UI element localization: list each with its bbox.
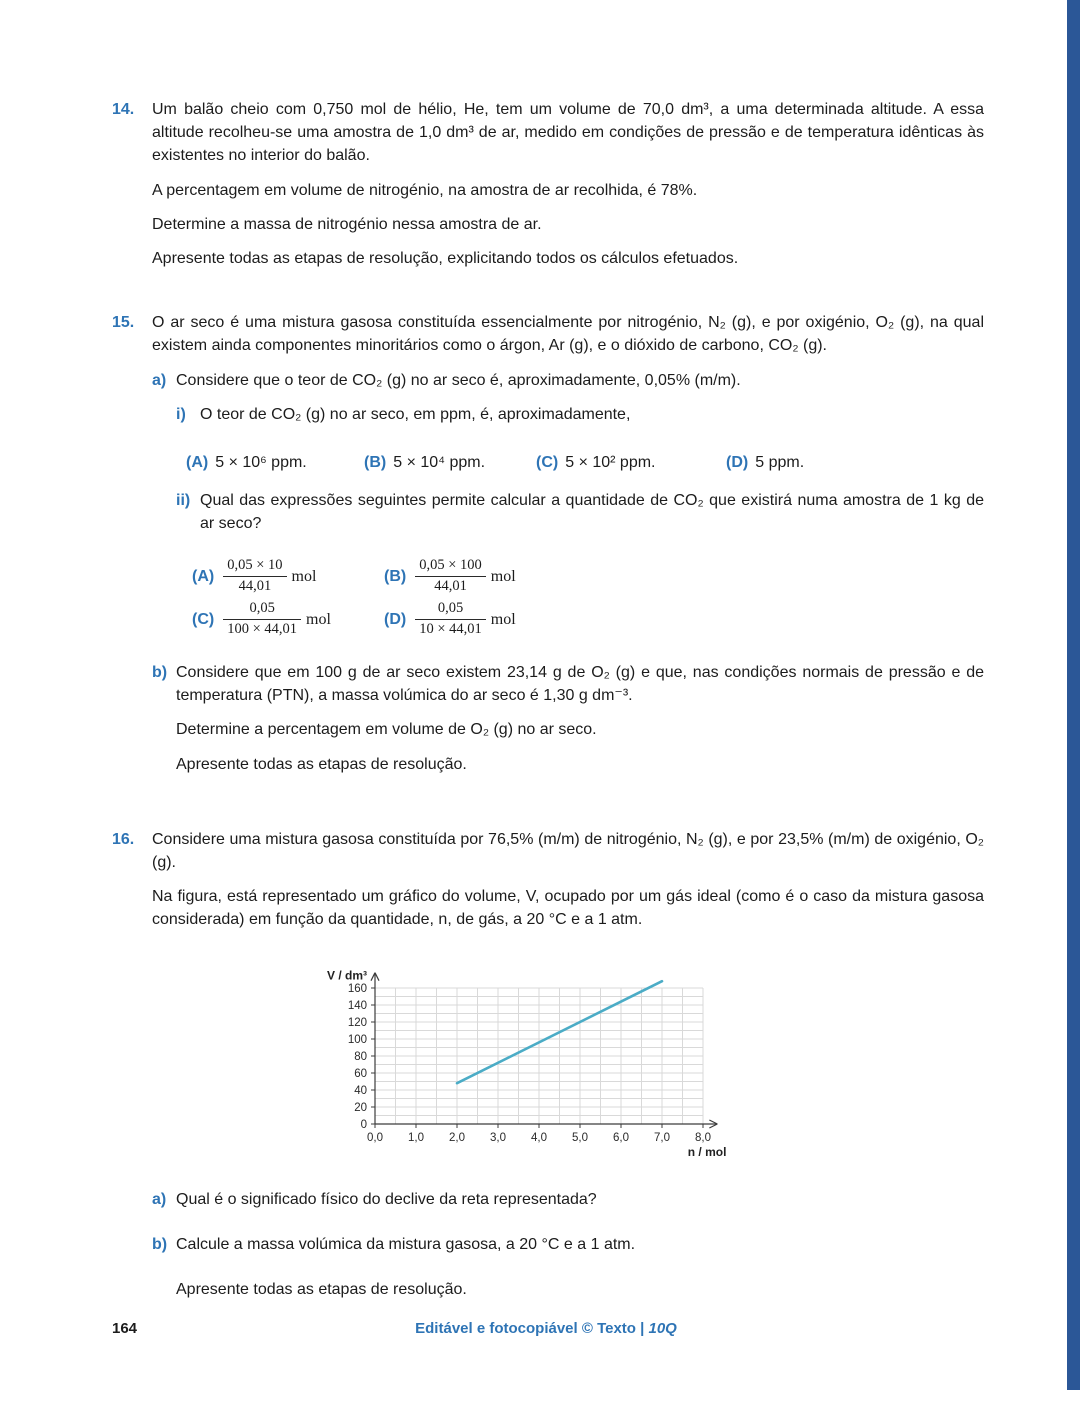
option-label: (C) <box>536 453 559 471</box>
option-text: 5 × 10⁴ ppm. <box>393 453 486 471</box>
footer-copyright: Editável e fotocopiável © Texto | <box>415 1320 649 1337</box>
option-label: (B) <box>384 567 407 585</box>
question-paragraph: Determine a massa de nitrogénio nessa amostra de ar. <box>152 215 542 233</box>
option-label: (A) <box>192 567 215 585</box>
fraction-denominator: 44,01 <box>434 577 467 594</box>
sub-question-text: Considere que em 100 g de ar seco existem 23,14 g de O₂ (g) e que, nas condições normais de pressão e de temperatura (PTN), a massa volúmica do ar seco é 1,30 g dm⁻³. <box>176 664 984 705</box>
sub-question-content <box>176 1188 984 1222</box>
sub-question-label: i) <box>176 405 186 423</box>
sub-question-a <box>152 369 984 651</box>
fraction-unit: mol <box>291 567 317 585</box>
fraction-denominator: 10 × 44,01 <box>419 620 482 637</box>
fraction-numerator: 0,05 × 10 <box>223 557 286 576</box>
option-label: (C) <box>192 610 215 628</box>
svg-text:V / dm³: V / dm³ <box>326 968 367 982</box>
gas-volume-chart-figure <box>317 952 984 1164</box>
question-paragraph: Apresente todas as etapas de resolução, explicitando todos os cálculos efetuados. <box>152 249 739 267</box>
fraction <box>223 600 301 638</box>
fraction-unit: mol <box>490 610 516 628</box>
question-body <box>152 311 984 798</box>
svg-text:120: 120 <box>347 1016 367 1029</box>
option-a <box>186 451 364 474</box>
svg-text:100: 100 <box>347 1033 367 1046</box>
option-b <box>384 557 576 595</box>
fraction <box>223 557 286 595</box>
option-d <box>726 451 804 474</box>
option-a <box>192 557 384 595</box>
svg-text:40: 40 <box>354 1084 367 1097</box>
sub-question-label: b) <box>152 664 168 681</box>
svg-text:n / mol: n / mol <box>687 1144 727 1159</box>
sub-question-text: Calcule a massa volúmica da mistura gasosa, a 20 °C e a 1 atm. <box>176 1235 636 1253</box>
svg-text:5,0: 5,0 <box>572 1131 588 1144</box>
svg-text:0: 0 <box>360 1118 367 1131</box>
fraction-unit: mol <box>306 610 331 628</box>
fraction-numerator: 0,05 × 100 <box>415 557 486 576</box>
sub-question-text: O teor de CO₂ (g) no ar seco, em ppm, é, aproximadamente, <box>200 405 631 423</box>
fraction <box>415 600 486 638</box>
option-label: (D) <box>726 453 749 471</box>
question-paragraph: A percentagem em volume de nitrogénio, na amostra de ar recolhida, é 78%. <box>152 181 698 199</box>
gas-volume-chart <box>317 952 747 1164</box>
fraction-unit: mol <box>490 567 516 585</box>
question-paragraph: Apresente todas as etapas de resolução. <box>176 1280 467 1298</box>
option-d <box>384 600 576 638</box>
svg-text:140: 140 <box>347 999 367 1012</box>
sub-question-content <box>176 661 984 787</box>
sub-question-a-ii <box>176 489 984 546</box>
sub-question-label: b) <box>152 1235 168 1253</box>
question-paragraph: Na figura, está representado um gráfico do volume, V, ocupado por um gás ideal (como é o caso da mistura gasosa considerada) em função da quantidade, n, de gás, a 20 °C e a 1 atm. <box>152 888 984 929</box>
svg-text:6,0: 6,0 <box>613 1131 629 1144</box>
page-edge-accent-bar <box>1067 0 1080 1390</box>
option-c <box>192 600 384 638</box>
fraction-denominator: 44,01 <box>238 577 272 594</box>
option-label: (A) <box>186 453 209 471</box>
sub-question-text: Determine a percentagem em volume de O₂ (g) no ar seco. <box>176 721 597 739</box>
multiple-choice-options-ii <box>192 557 984 638</box>
question-number: 15. <box>112 314 135 332</box>
question-number: 16. <box>112 830 135 848</box>
sub-question-b <box>152 661 984 787</box>
svg-text:8,0: 8,0 <box>695 1131 711 1144</box>
question-15 <box>112 311 984 798</box>
sub-question-content <box>176 369 984 651</box>
svg-text:60: 60 <box>354 1067 367 1080</box>
question-paragraph: Um balão cheio com 0,750 mol de hélio, He, tem um volume de 70,0 dm³, a uma determinada altitude. A essa altitude recolheu-se uma amostra de 1,0 dm³ de ar, medido em condições de pressão e de temperatura idênticas às existentes no interior do balão. <box>152 101 984 165</box>
sub-question-a-i <box>176 403 984 437</box>
fraction <box>415 557 486 595</box>
option-b <box>364 451 536 474</box>
svg-text:20: 20 <box>354 1101 367 1114</box>
page-footer <box>112 1318 980 1340</box>
fraction-numerator: 0,05 <box>415 600 486 619</box>
page-content <box>112 98 984 1342</box>
svg-text:0,0: 0,0 <box>367 1131 383 1144</box>
page-number: 164 <box>112 1320 138 1337</box>
sub-question-content <box>176 1233 984 1267</box>
option-c <box>536 451 726 474</box>
svg-text:80: 80 <box>354 1050 367 1063</box>
multiple-choice-options-i <box>186 451 984 474</box>
sub-question-label: a) <box>152 1190 167 1208</box>
svg-text:1,0: 1,0 <box>408 1131 424 1144</box>
footer-edition: 10Q <box>648 1320 677 1337</box>
option-text: 5 × 10² ppm. <box>565 453 656 471</box>
option-label: (D) <box>384 610 407 628</box>
option-label: (B) <box>364 453 387 471</box>
svg-text:4,0: 4,0 <box>531 1131 547 1144</box>
sub-question-label: ii) <box>176 492 191 510</box>
svg-text:160: 160 <box>347 982 367 995</box>
question-body <box>152 98 984 281</box>
sub-question-b <box>152 1233 984 1267</box>
svg-text:7,0: 7,0 <box>654 1131 670 1144</box>
question-16 <box>112 828 984 1312</box>
question-paragraph: O ar seco é uma mistura gasosa constituída essencialmente por nitrogénio, N₂ (g), e por oxigénio, O₂ (g), na qual existem ainda componentes minoritários como o árgon, Ar (g), e o dióxido de carbono, CO₂ (g). <box>152 314 984 355</box>
fraction-numerator: 0,05 <box>223 600 301 619</box>
question-14 <box>112 98 984 281</box>
sub-question-label: a) <box>152 371 167 389</box>
svg-text:3,0: 3,0 <box>490 1131 506 1144</box>
svg-text:2,0: 2,0 <box>449 1131 465 1144</box>
fraction-denominator: 100 × 44,01 <box>227 620 298 637</box>
sub-question-text: Considere que o teor de CO₂ (g) no ar seco é, aproximadamente, 0,05% (m/m). <box>176 371 741 389</box>
question-paragraph: Considere uma mistura gasosa constituída por 76,5% (m/m) de nitrogénio, N₂ (g), e por 23,5% (m/m) de oxigénio, O₂ (g). <box>152 830 984 871</box>
sub-question-text: Qual é o significado físico do declive da reta representada? <box>176 1190 597 1208</box>
question-body <box>152 828 984 1312</box>
sub-question-a <box>152 1188 984 1222</box>
sub-question-content <box>200 403 984 437</box>
option-text: 5 × 10⁶ ppm. <box>215 453 307 471</box>
sub-question-text: Apresente todas as etapas de resolução. <box>176 755 467 773</box>
sub-question-text: Qual das expressões seguintes permite calcular a quantidade de CO₂ que existirá numa amostra de 1 kg de ar seco? <box>200 492 984 533</box>
option-text: 5 ppm. <box>755 453 805 471</box>
footer-text <box>112 1318 980 1340</box>
sub-question-content <box>200 489 984 546</box>
question-number: 14. <box>112 101 135 118</box>
